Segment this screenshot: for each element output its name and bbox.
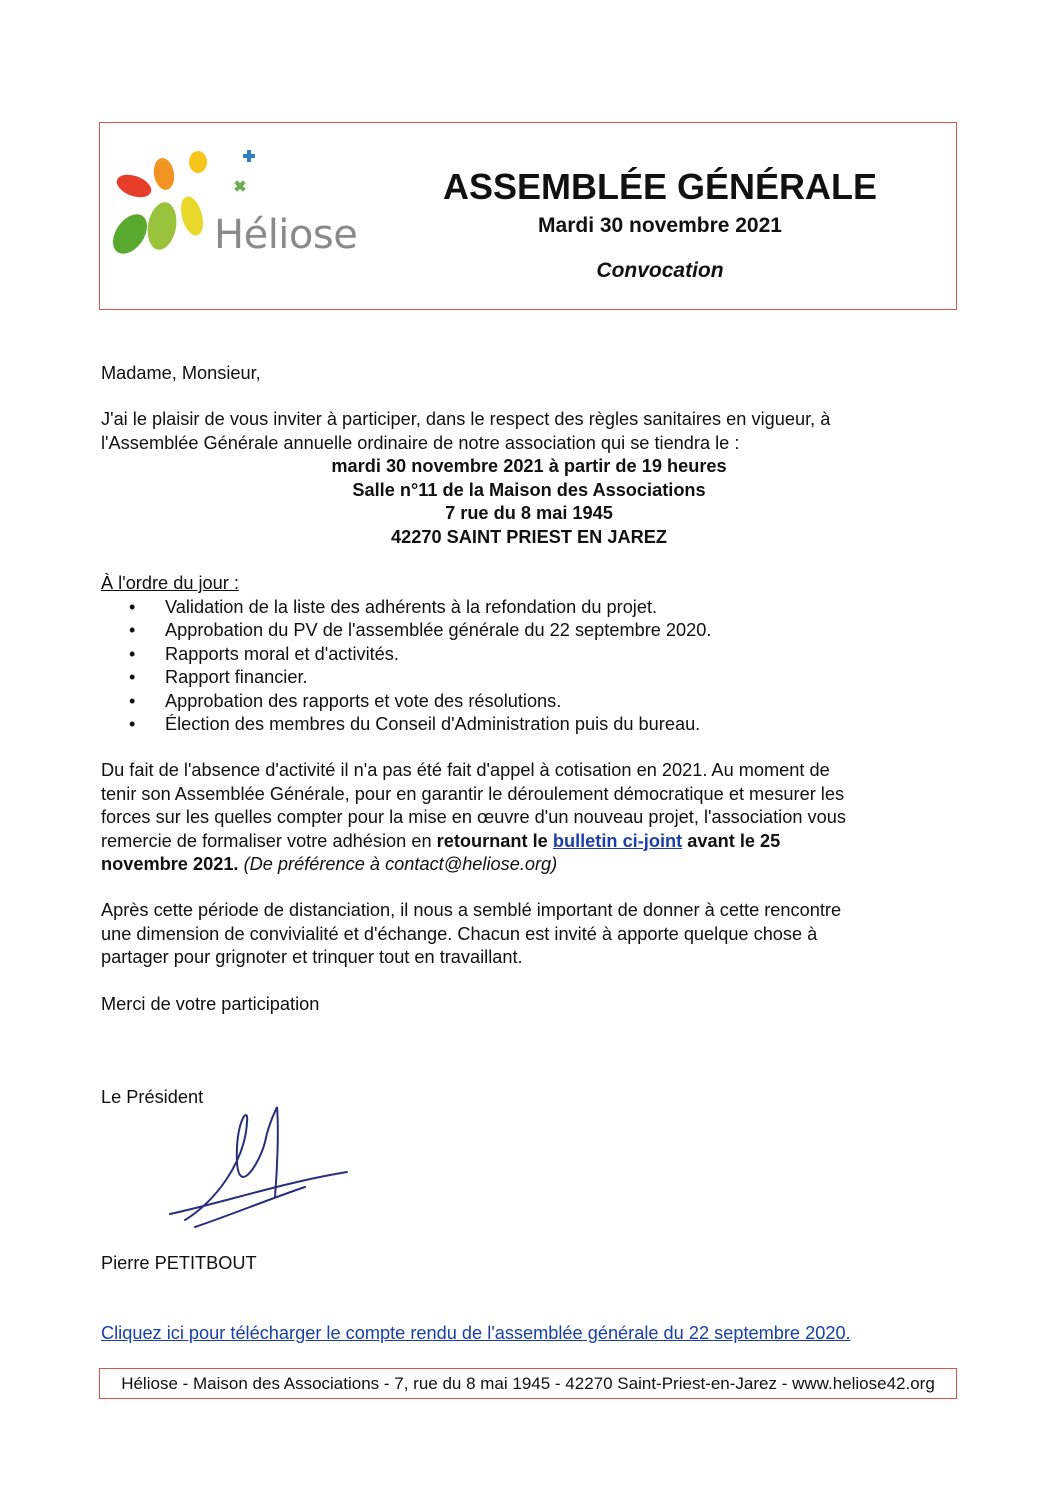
bullet-icon: •	[129, 690, 136, 711]
bullet-icon: •	[129, 620, 136, 640]
list-item: • Approbation du PV de l'assemblée générale du 22 septembre 2020.	[101, 619, 961, 643]
agenda-list	[101, 596, 961, 737]
logo-petal-lime	[144, 200, 180, 252]
cross-icon	[232, 178, 249, 195]
cotisation-paragraph: Du fait de l'absence d'activité il n'a pas été fait d'appel à cotisation en 2021. Au moment de tenir son Assemblée Générale, pour en garantir le déroulement démocratique et mesurer les forces sur les quelles compter pour la mise en œuvre d'un nouveau projet, l'association vous remercie de formaliser votre adhésion en retournant le bulletin ci-joint avant le 25 novembre 2021. (De préférence à contact@heliose.org)	[101, 760, 846, 874]
logo-petal-orange	[151, 157, 176, 192]
list-item: • Validation de la liste des adhérents à la refondation du projet.	[101, 596, 961, 620]
event-street: 7 rue du 8 mai 1945	[445, 503, 613, 523]
intro-line: J'ai le plaisir de vous inviter à participer, dans le respect des règles sanitaires en vigueur, à	[101, 409, 831, 429]
meeting-date: Mardi 30 novembre 2021	[538, 214, 782, 237]
logo-petal-red	[114, 170, 155, 201]
list-item: • Rapports moral et d'activités.	[101, 643, 961, 667]
bullet-icon: •	[129, 714, 136, 734]
agenda-section	[101, 572, 961, 737]
agenda-title: À l'ordre du jour :	[101, 573, 239, 593]
event-when: mardi 30 novembre 2021 à partir de 19 heures	[331, 456, 727, 476]
intro-line: l'Assemblée Générale annuelle ordinaire de notre association qui se tiendra le :	[101, 432, 740, 453]
thanks: Merci de votre participation	[101, 994, 320, 1014]
event-room: Salle n°11 de la Maison des Associations	[352, 479, 706, 500]
convivial-paragraph: Après cette période de distanciation, il nous a semblé important de donner à cette rencontre une dimension de convivialité et d'échange. Chacun est invité à apporte quelque chose à partager pour grignoter et trinquer tout en travaillant.	[101, 900, 842, 967]
bullet-icon: •	[129, 643, 136, 664]
logo-petal-yellow-green	[177, 194, 207, 238]
logo-petal-yellow	[189, 151, 207, 173]
intro-paragraph	[101, 408, 961, 455]
list-item: • Approbation des rapports et vote des résolutions.	[101, 690, 961, 714]
bullet-icon: •	[129, 596, 136, 617]
logo-text: Héliose	[214, 212, 358, 258]
download-report-link[interactable]: Cliquez ici pour télécharger le compte rendu de l'assemblée générale du 22 septembre 2020.	[101, 1323, 851, 1343]
signatory-name: Pierre PETITBOUT	[101, 1253, 257, 1273]
footer: Héliose - Maison des Associations - 7, rue du 8 mai 1945 - 42270 Saint-Priest-en-Jarez - www.heliose42.org	[99, 1368, 957, 1399]
event-city: 42270 SAINT PRIEST EN JAREZ	[391, 526, 667, 547]
bulletin-link[interactable]: bulletin ci-joint	[552, 830, 683, 851]
document-subtitle: Convocation	[596, 259, 724, 282]
list-item: • Rapport financier.	[101, 666, 961, 690]
signatory-title: Le Président	[101, 1087, 204, 1107]
bullet-icon: •	[129, 667, 136, 687]
plus-icon	[243, 150, 255, 162]
list-item: • Élection des membres du Conseil d'Administration puis du bureau.	[101, 713, 961, 737]
event-details	[99, 455, 959, 549]
signature	[165, 1102, 355, 1232]
page-title: ASSEMBLÉE GÉNÉRALE	[442, 166, 878, 207]
salutation: Madame, Monsieur,	[101, 363, 261, 383]
